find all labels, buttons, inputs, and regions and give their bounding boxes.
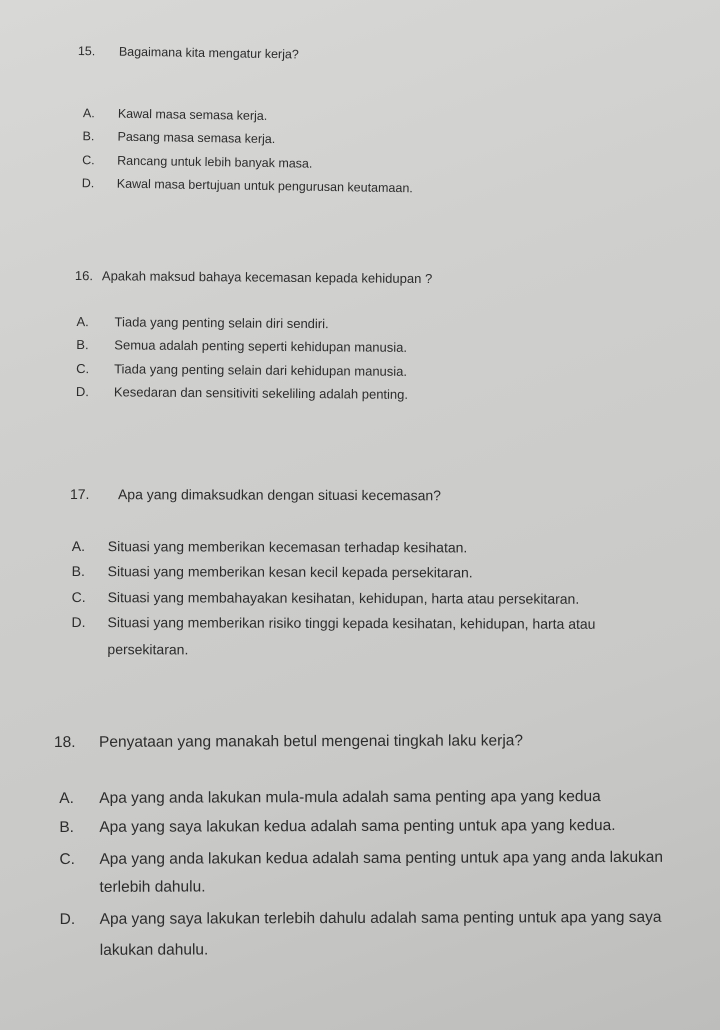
question-text: Apakah maksud bahaya kecemasan kepada kehidupan ? xyxy=(101,268,433,287)
exam-page: 15. Bagaimana kita mengatur kerja? A. Kawal masa semasa kerja. B. Pasang masa semasa kerja. C. Rancang untuk lebih banyak masa. D. Kawal masa bertujuan untuk pengurusan keutamaan. 16. Apakah maksud bahaya kecemasan kepada kehidupan ? A. Tiada yang penting selain diri sendiri. B. Semua adalah penting seperti kehidupan manusia. C. Tiada yang penting selain dari kehidupan manusia. D. Kesedaran dan sensitiviti sekeliling adalah penting. 17. Apa yang dimaksudkan dengan situasi kecemasan? A. Situasi yang memberikan kecemasan terhadap kesihatan. B. Situasi yang memberikan kesan kecil kepada persekitaran. C. Situasi yang membahayakan kesihatan, kehidupan, harta atau persekitaran. D. Situasi yang memberikan risiko tinggi kepada kesihatan, kehidupan, harta atau persekitaran. 18. Penyataan yang manakah betul mengenai tingkah laku kerja? A. Apa yang anda lakukan mula-mula adalah sama penting apa yang kedua B. Apa yang saya lakukan kedua adalah sama penting untuk apa yang kedua. C. Apa yang anda lakukan kedua adalah sama penting untuk apa yang anda lakukan terlebih dahulu. D. Apa yang saya lakukan terlebih dahulu adalah sama penting untuk apa yang saya lakukan dahulu. xyxy=(54,44,664,959)
question-number: 16. xyxy=(74,268,94,284)
question-text: Apa yang dimaksudkan dengan situasi kecemasan? xyxy=(117,486,441,504)
option-d-continuation: persekitaran. xyxy=(107,641,189,658)
question-number: 17. xyxy=(69,486,90,503)
question-text: Bagaimana kita mengatur kerja? xyxy=(118,44,299,62)
option-c-continuation: terlebih dahulu. xyxy=(99,878,206,896)
question-number: 15. xyxy=(77,44,96,59)
question-number: 18. xyxy=(54,733,76,751)
question-text: Penyataan yang manakah betul mengenai tingkah laku kerja? xyxy=(98,732,524,751)
option-d-continuation: lakukan dahulu. xyxy=(99,941,209,959)
